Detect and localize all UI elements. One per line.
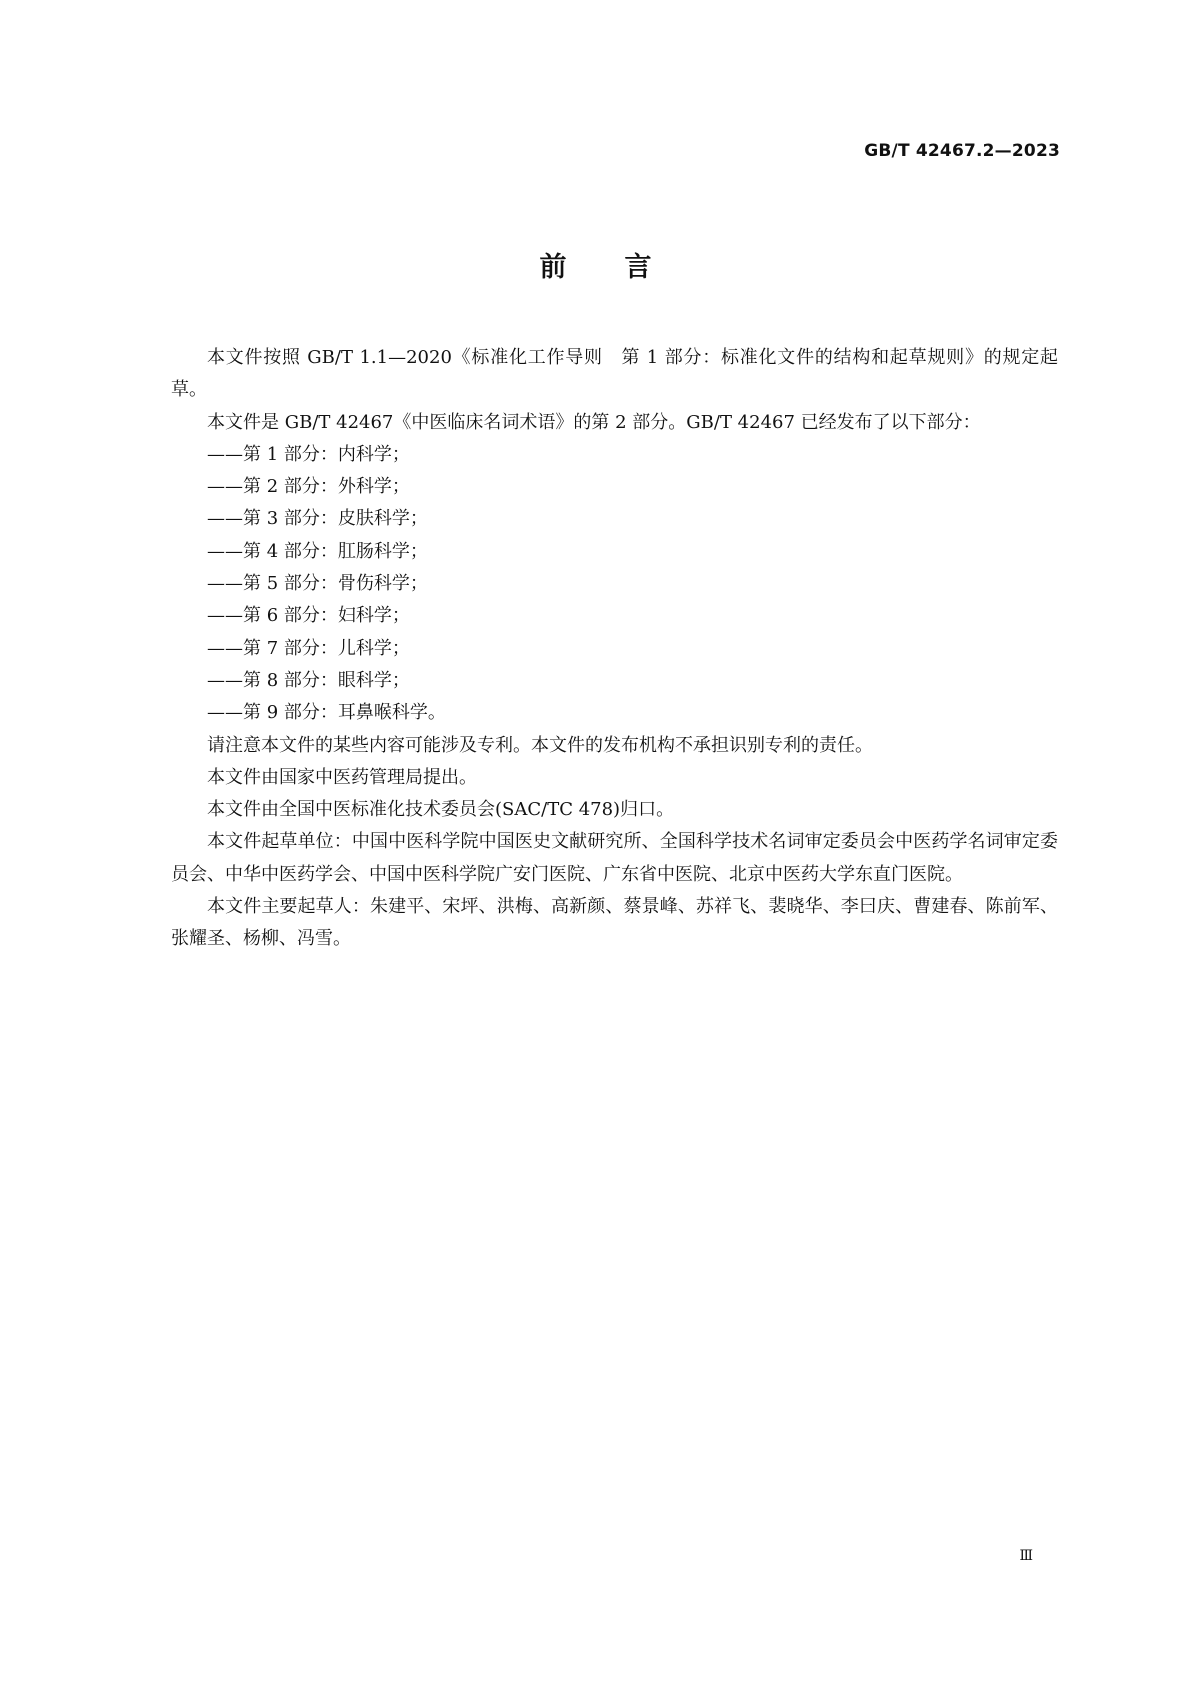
list-item: ——第 3 部分：皮肤科学； — [207, 508, 428, 530]
list-item: ——第 5 部分：骨伤科学； — [207, 573, 428, 595]
page-number: Ⅲ — [1019, 1548, 1033, 1564]
paragraph-proposer: 本文件由国家中医药管理局提出。 — [207, 766, 477, 788]
list-item: ——第 4 部分：肛肠科学； — [207, 540, 428, 562]
foreword-body — [171, 342, 1058, 956]
page-title: 前言 — [539, 252, 710, 283]
paragraph-patent-notice: 请注意本文件的某些内容可能涉及专利。本文件的发布机构不承担识别专利的责任。 — [207, 734, 873, 756]
list-item: ——第 9 部分：耳鼻喉科学。 — [207, 702, 446, 724]
list-item: ——第 8 部分：眼科学； — [207, 669, 410, 691]
paragraph-committee: 本文件由全国中医标准化技术委员会(SAC/TC 478)归口。 — [207, 799, 675, 821]
paragraph-drafters: 本文件主要起草人：朱建平、宋坪、洪梅、高新颜、蔡景峰、苏祥飞、裴晓华、李曰庆、曹建春、陈前军、张耀圣、杨柳、冯雪。 — [171, 896, 1058, 950]
list-item: ——第 6 部分：妇科学； — [207, 605, 410, 627]
list-item: ——第 2 部分：外科学； — [207, 476, 410, 498]
list-item: ——第 7 部分：儿科学； — [207, 637, 410, 659]
paragraph-drafting-units: 本文件起草单位：中国中医科学院中国医史文献研究所、全国科学技术名词审定委员会中医药学名词审定委员会、中华中医药学会、中国中医科学院广安门医院、广东省中医院、北京中医药大学东直门医院。 — [171, 831, 1058, 885]
standard-code: GB/T 42467.2—2023 — [864, 141, 1060, 161]
paragraph-series-intro: 本文件是 GB/T 42467《中医临床名词术语》的第 2 部分。GB/T 42467 已经发布了以下部分： — [207, 411, 981, 433]
paragraph-drafting-rules: 本文件按照 GB/T 1.1—2020《标准化工作导则 第 1 部分：标准化文件的结构和起草规则》的规定起草。 — [171, 347, 1058, 401]
list-item: ——第 1 部分：内科学； — [207, 443, 410, 465]
